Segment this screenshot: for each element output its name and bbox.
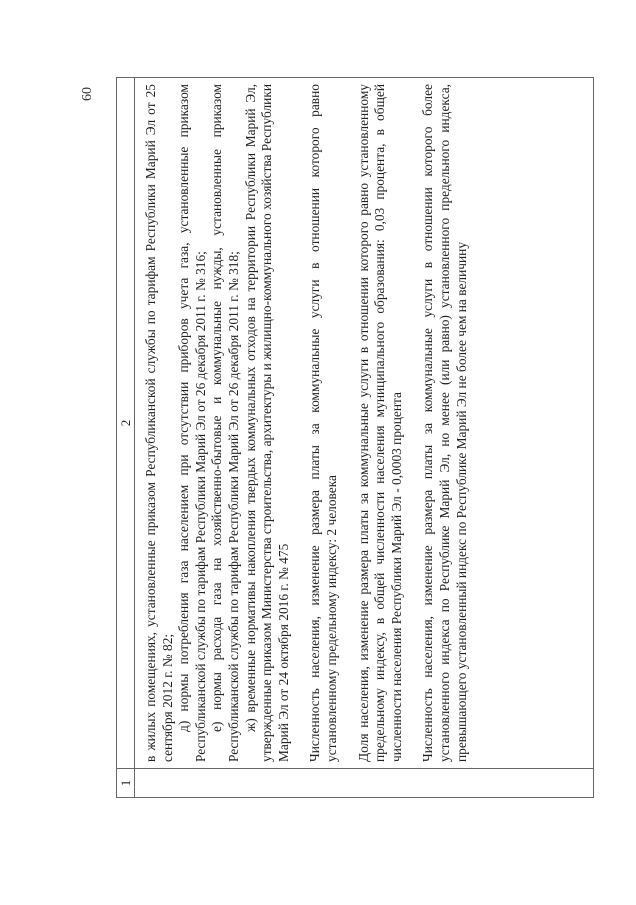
- table-body-row: [135, 78, 594, 798]
- table-header-row: [117, 78, 135, 798]
- paragraph: Численность населения, изменение размера платы за коммунальные услуги в отношении которого более установленного индекса по Республике Марий Эл, но менее (или равно) установленного предельного индекса, превышающего установленный индекс по Республике Марий Эл не более чем на величину: [420, 84, 469, 762]
- paragraph: Доля населения, изменение размера платы за коммунальные услуги в отношении которого равно установленному предельному индексу, в общей численности населения муниципального образования: 0,03 процента, в общей численности населения Республики Марий Эл - 0,0003 процента: [355, 84, 404, 762]
- paragraph: ж) временные нормативы накопления твердых коммунальных отходов на территории Республики Марий Эл, утвержденные приказом Министерства строительства, архитектуры и жилищно-коммунального хозяйства Республики Марий Эл от 24 октября 2016 г. № 475: [242, 84, 291, 762]
- paragraph: в жилых помещениях, установленные приказом Республиканской службы по тарифам Республики Марий Эл от 25 сентября 2012 г. № 82;: [143, 84, 175, 762]
- paragraph: д) нормы потребления газа населением при отсутствии приборов учета газа, установленные приказом Республиканской службы по тарифам Республики Марий Эл от 26 декабря 2011 г. № 316;: [176, 84, 208, 762]
- column-header-1: 1: [117, 769, 135, 798]
- page-number: 60: [80, 87, 95, 101]
- rotated-table-wrapper: [116, 80, 594, 798]
- paragraph: е) нормы расхода газа на хозяйственно-бытовые и коммунальные нужды, установленные приказом Республиканской службы по тарифам Республики Марий Эл от 26 декабря 2011 г. № 318;: [209, 84, 241, 762]
- paragraph-gap: [292, 84, 307, 762]
- paragraph-gap: [341, 84, 356, 762]
- column-header-2: 2: [117, 78, 135, 769]
- document-table: [116, 77, 594, 798]
- table-cell-col2: [135, 78, 594, 769]
- paragraph: Численность населения, изменение размера платы за коммунальные услуги в отношении которого равно установленному предельному индексу: 2 человека: [307, 84, 339, 762]
- cell-content: [135, 78, 470, 768]
- table-cell-col1: [135, 769, 594, 798]
- paragraph-gap: [405, 84, 420, 762]
